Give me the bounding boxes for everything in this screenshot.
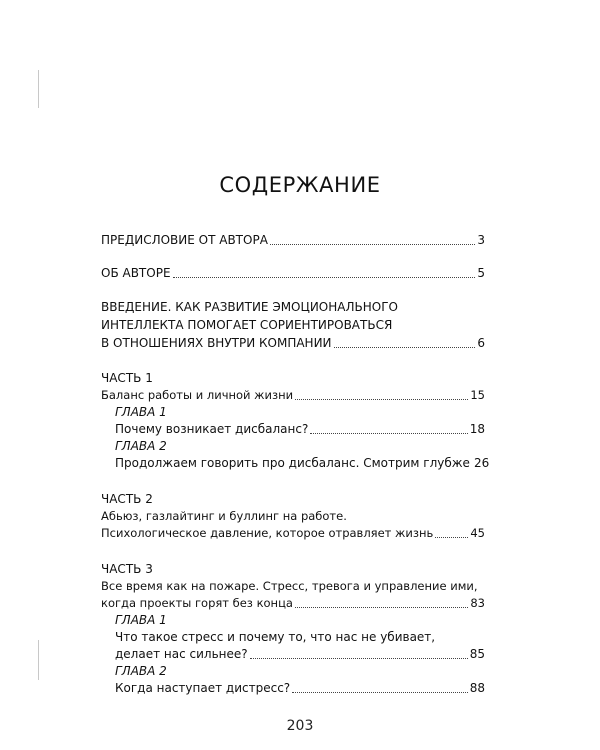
toc-entry-title: делает нас сильнее? <box>115 647 248 661</box>
toc-page-number: 3 <box>477 233 485 247</box>
toc-page-number: 26 <box>473 456 490 470</box>
toc-page-number: 88 <box>469 681 485 695</box>
toc-entry-intro-line: ИНТЕЛЛЕКТА ПОМОГАЕТ СОРИЕНТИРОВАТЬСЯ <box>101 318 393 332</box>
toc-entry-part-3-line: Все время как на пожаре. Стресс, тревога и управление ими, <box>101 579 478 593</box>
toc-entry-intro[interactable] <box>101 336 485 351</box>
dot-leader <box>295 607 468 608</box>
dot-leader <box>250 658 468 659</box>
toc-entry-title: Когда наступает дистресс? <box>115 681 291 695</box>
scan-edge-mark <box>38 70 39 108</box>
toc-entry-chapter[interactable] <box>115 647 485 662</box>
dot-leader <box>310 433 467 434</box>
chapter-label: ГЛАВА 1 <box>115 405 167 419</box>
toc-entry-title: Почему возникает дисбаланс? <box>115 422 309 436</box>
toc-page-number: 18 <box>469 422 485 436</box>
toc-entry-about[interactable] <box>101 266 485 281</box>
toc-entry-chapter-line: Что такое стресс и почему то, что нас не убивает, <box>115 630 436 644</box>
toc-entry-chapter[interactable] <box>115 681 485 696</box>
part-label: ЧАСТЬ 1 <box>101 371 153 385</box>
page-title: СОДЕРЖАНИЕ <box>219 173 381 197</box>
toc-entry-part-1[interactable] <box>101 388 485 403</box>
toc-page-number: 45 <box>470 526 485 540</box>
dot-leader <box>435 537 468 538</box>
toc-entry-title: Психологическое давление, которое отравляет жизнь <box>101 526 434 540</box>
toc-page-number: 5 <box>477 266 485 280</box>
part-label: ЧАСТЬ 2 <box>101 492 153 506</box>
dot-leader <box>292 692 468 693</box>
toc-entry-part-2-line: Абьюз, газлайтинг и буллинг на работе. <box>101 509 347 523</box>
toc-page-number: 15 <box>470 388 485 402</box>
dot-leader <box>334 347 476 348</box>
toc-entry-title: В ОТНОШЕНИЯХ ВНУТРИ КОМПАНИИ <box>101 336 332 350</box>
dot-leader <box>173 277 476 278</box>
toc-entry-title: когда проекты горят без конца <box>101 596 293 610</box>
chapter-label: ГЛАВА 2 <box>115 439 167 453</box>
dot-leader <box>295 399 468 400</box>
toc-entry-title: ОБ АВТОРЕ <box>101 266 171 280</box>
toc-entry-title: Продолжаем говорить про дисбаланс. Смотрим глубже <box>115 456 470 470</box>
toc-entry-part-2[interactable] <box>101 526 485 541</box>
part-label: ЧАСТЬ 3 <box>101 562 153 576</box>
toc-entry-chapter[interactable] <box>115 456 490 471</box>
chapter-label: ГЛАВА 1 <box>115 613 167 627</box>
toc-entry-preface[interactable] <box>101 233 485 248</box>
toc-page-number: 6 <box>477 336 485 350</box>
scan-edge-mark <box>38 640 39 680</box>
chapter-label: ГЛАВА 2 <box>115 664 167 678</box>
toc-entry-title: ПРЕДИСЛОВИЕ ОТ АВТОРА <box>101 233 268 247</box>
toc-page-number: 85 <box>469 647 485 661</box>
toc-entry-title: Баланс работы и личной жизни <box>101 388 294 402</box>
toc-page-number: 83 <box>470 596 485 610</box>
toc-entry-part-3[interactable] <box>101 596 485 611</box>
toc-entry-chapter[interactable] <box>115 422 485 437</box>
dot-leader <box>270 244 475 245</box>
toc-entry-intro-line: ВВЕДЕНИЕ. КАК РАЗВИТИЕ ЭМОЦИОНАЛЬНОГО <box>101 300 398 314</box>
page-number: 203 <box>286 718 314 734</box>
